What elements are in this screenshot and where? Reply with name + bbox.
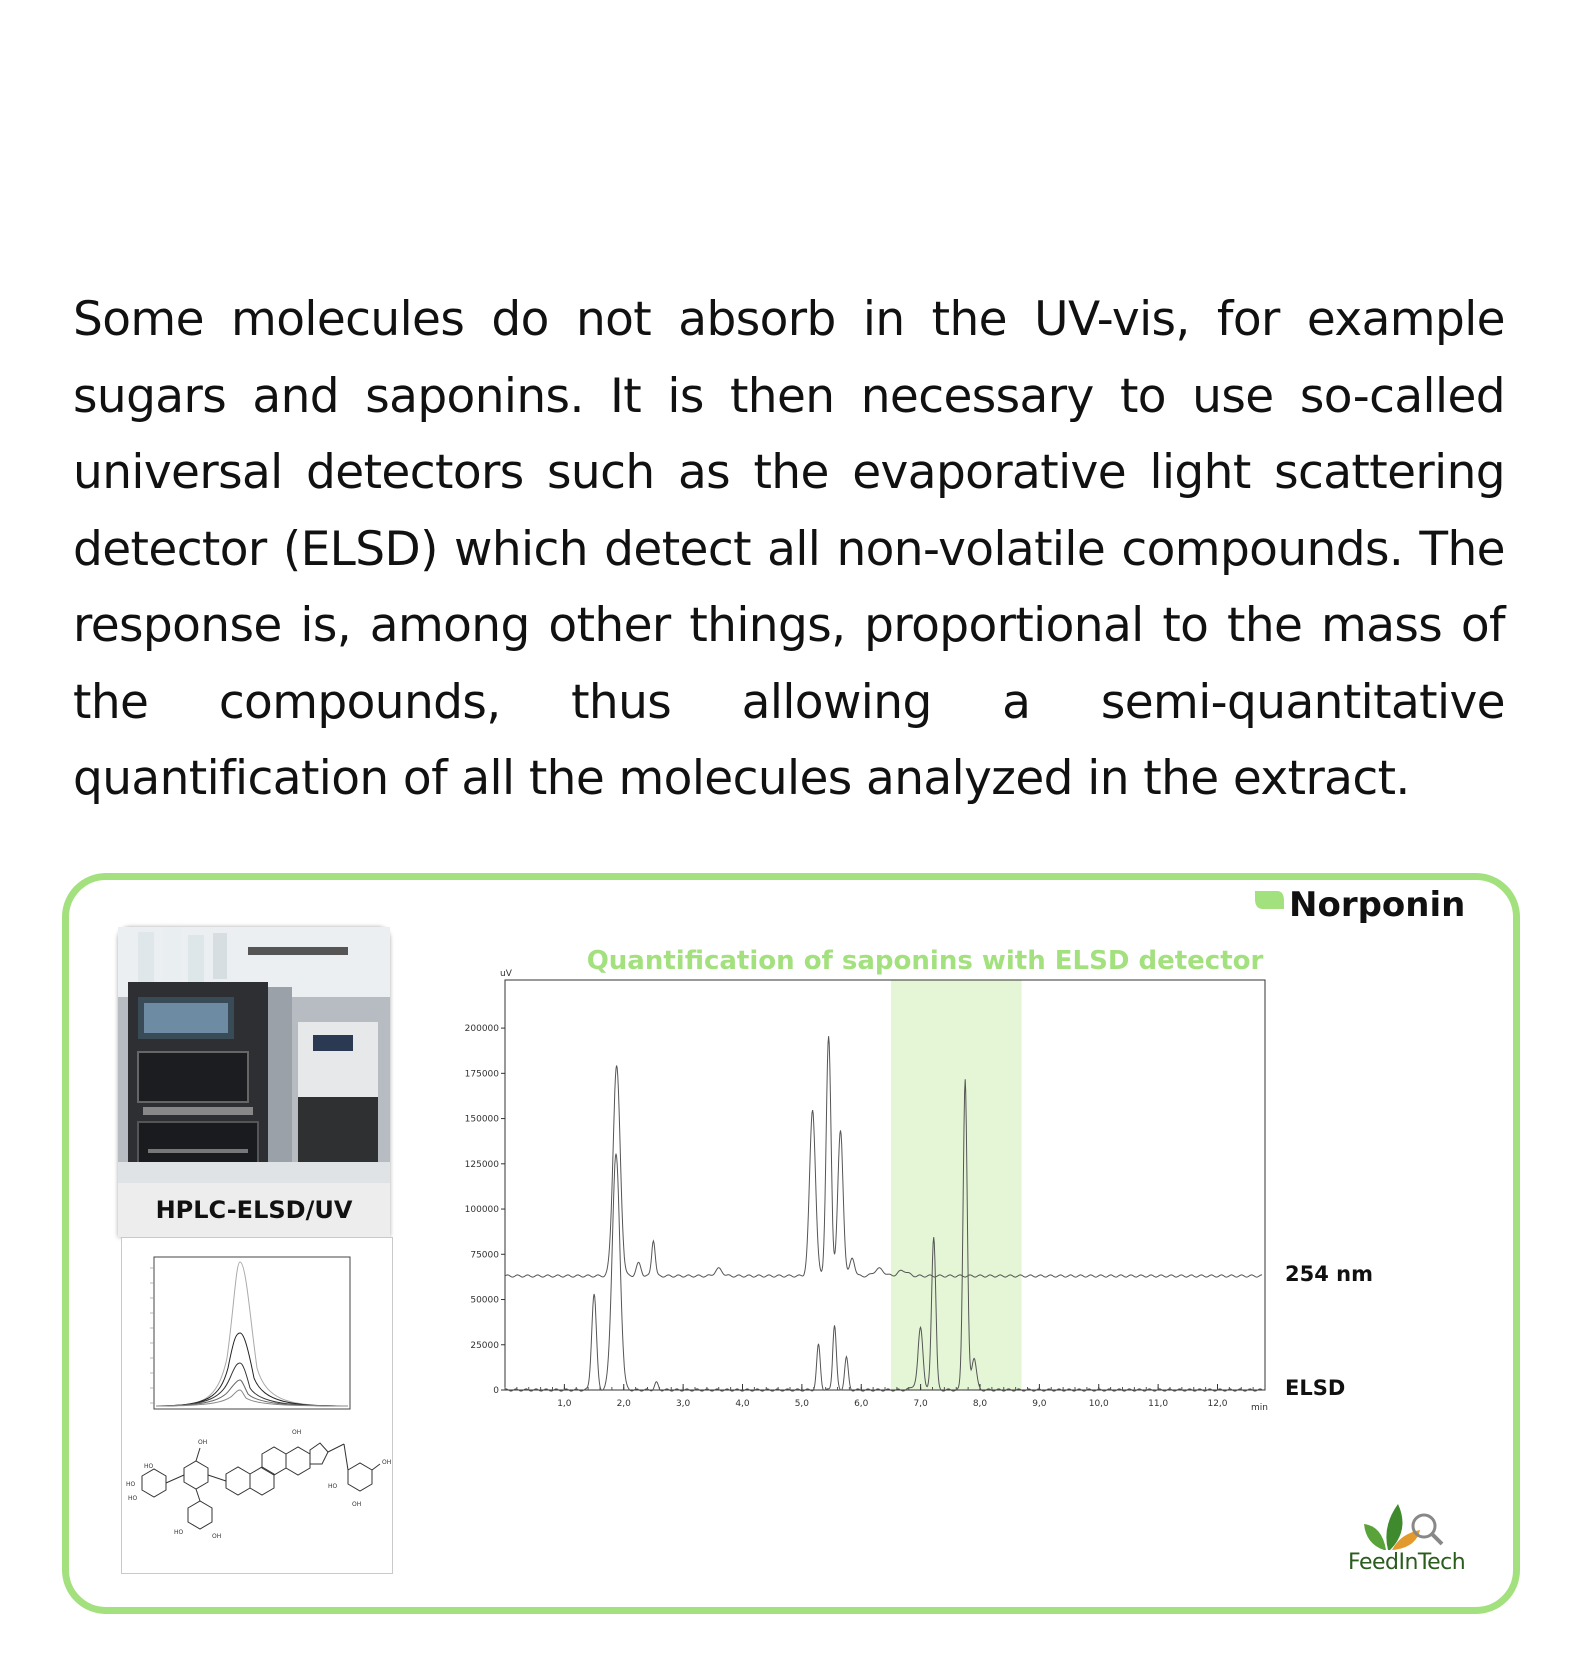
svg-text:OH: OH xyxy=(292,1429,302,1436)
svg-text:OH: OH xyxy=(352,1501,362,1508)
svg-text:HO: HO xyxy=(144,1463,154,1470)
x-tick-label: 6,0 xyxy=(854,1399,869,1409)
svg-text:OH: OH xyxy=(212,1533,222,1540)
y-tick-label: 100000 xyxy=(464,1205,499,1216)
hplc-instrument-photo xyxy=(118,927,390,1183)
x-tick-label: 9,0 xyxy=(1032,1399,1047,1409)
svg-text:HO: HO xyxy=(128,1495,138,1502)
x-tick-label: 8,0 xyxy=(972,1399,988,1409)
leaf-icon xyxy=(1253,889,1285,911)
x-tick-label: 1,0 xyxy=(557,1399,572,1409)
x-tick-label: 5,0 xyxy=(794,1399,810,1409)
x-tick-label: 11,0 xyxy=(1148,1399,1169,1409)
brand-name: Norponin xyxy=(1289,885,1466,925)
instrument-caption: HPLC-ELSD/UV xyxy=(155,1196,353,1224)
feedintech-leaf-icon xyxy=(1346,1500,1486,1554)
x-tick-label: 7,0 xyxy=(913,1399,928,1409)
y-tick-label: 50000 xyxy=(470,1295,499,1306)
svg-text:OH: OH xyxy=(382,1459,392,1466)
y-axis-label: uV xyxy=(500,969,512,979)
series-label-254nm: 254 nm xyxy=(1285,1262,1373,1286)
chromatogram-traces xyxy=(505,1036,1262,1391)
y-tick-label: 75000 xyxy=(470,1250,499,1261)
x-tick-label: 3,0 xyxy=(675,1399,691,1409)
x-tick-label: 10,0 xyxy=(1088,1399,1109,1409)
inset-chromatogram-and-structure xyxy=(122,1238,392,1573)
svg-text:HO: HO xyxy=(174,1529,184,1536)
plot-area xyxy=(505,980,1265,1390)
svg-text:HO: HO xyxy=(328,1483,338,1490)
y-tick-label: 125000 xyxy=(464,1159,499,1170)
y-tick-label: 175000 xyxy=(464,1069,499,1080)
series-line-elsd xyxy=(505,1079,1262,1391)
chromatogram-chart xyxy=(464,969,1340,1510)
intro-paragraph: Some molecules do not absorb in the UV-vis, for example sugars and saponins. It is then necessary to use so-called universal detectors such as the evaporative light scattering detector (ELSD) which detect all non-volatile compounds. The response is, among other things, proportional to the mass of the compounds, thus allowing a semi-quantitative quantification of all the molecules analyzed in the extract. xyxy=(73,292,1505,806)
x-axis-label: min xyxy=(1251,1403,1268,1413)
x-axis-ticks xyxy=(505,1384,1253,1409)
svg-text:HO: HO xyxy=(126,1481,136,1488)
y-tick-label: 0 xyxy=(493,1386,499,1396)
chart-title: Quantification of saponins with ELSD detector xyxy=(586,946,1264,976)
x-tick-label: 2,0 xyxy=(616,1399,631,1409)
series-label-elsd: ELSD xyxy=(1285,1376,1346,1400)
instrument-photo-card xyxy=(118,927,390,1237)
highlight-band xyxy=(891,980,1022,1390)
logo-text: FeedInTech xyxy=(1348,1550,1466,1575)
inset-chromatogram-card xyxy=(121,1237,393,1574)
feedintech-logo xyxy=(1346,1500,1486,1578)
series-line-254nm xyxy=(505,1036,1262,1277)
x-tick-label: 4,0 xyxy=(735,1399,750,1409)
y-tick-label: 25000 xyxy=(470,1340,499,1351)
svg-text:OH: OH xyxy=(198,1439,208,1446)
y-axis-ticks xyxy=(465,1024,505,1396)
x-tick-label: 12,0 xyxy=(1207,1399,1228,1409)
y-tick-label: 150000 xyxy=(464,1114,499,1125)
y-tick-label: 200000 xyxy=(464,1024,499,1035)
